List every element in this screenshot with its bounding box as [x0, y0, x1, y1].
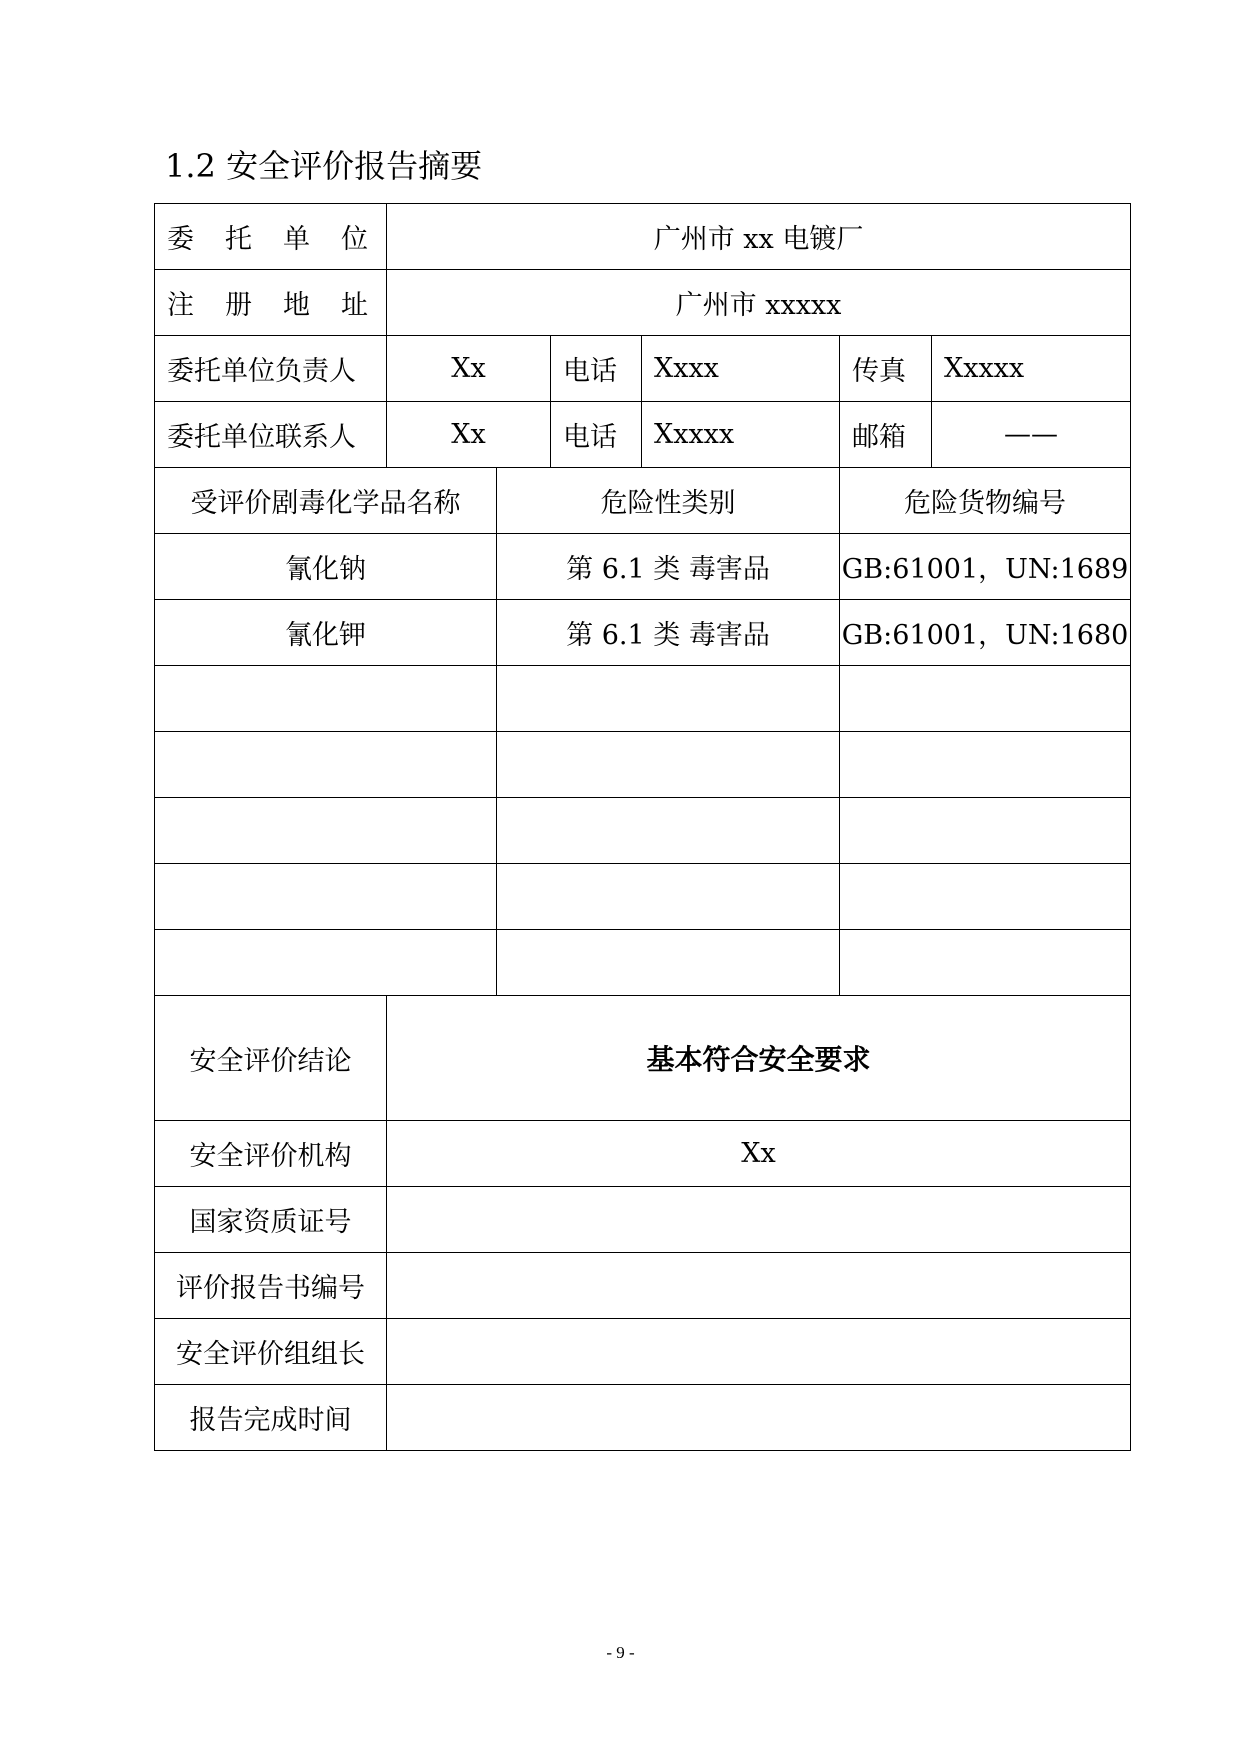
- leader-row: [155, 1319, 1131, 1385]
- chem-name-header: 受评价剧毒化学品名称: [155, 468, 497, 534]
- chemical-category: [497, 864, 840, 930]
- chemical-code: [840, 666, 1131, 732]
- report-number-label: 评价报告书编号: [155, 1253, 387, 1319]
- chemical-category: [497, 732, 840, 798]
- chemical-name: [155, 864, 497, 930]
- finish-time-value: [387, 1385, 1131, 1451]
- contact-name: Xx: [387, 402, 551, 468]
- chemical-code: GB:61001，UN:1689: [840, 534, 1131, 600]
- chemical-row: [155, 600, 1131, 666]
- contact-phone-label: 电话: [551, 402, 642, 468]
- address-value: 广州市 xxxxx: [387, 270, 1131, 336]
- principal-name: Xx: [387, 336, 551, 402]
- principal-label: 委托单位负责人: [155, 336, 387, 402]
- report-summary-table: [154, 203, 1131, 1451]
- chemical-row: [155, 864, 1131, 930]
- address-label: 注 册 地 址: [155, 270, 387, 336]
- chemical-category: [497, 930, 840, 996]
- conclusion-label: 安全评价结论: [155, 996, 387, 1121]
- principal-fax-label: 传真: [840, 336, 932, 402]
- conclusion-row: [155, 996, 1131, 1121]
- chemical-row: [155, 534, 1131, 600]
- contact-email: ——: [932, 402, 1131, 468]
- chemical-row: [155, 732, 1131, 798]
- report-number-row: [155, 1253, 1131, 1319]
- principal-phone: Xxxx: [642, 336, 840, 402]
- leader-value: [387, 1319, 1131, 1385]
- chemical-row: [155, 798, 1131, 864]
- chemical-name: [155, 666, 497, 732]
- license-row: [155, 1187, 1131, 1253]
- chemical-code: [840, 798, 1131, 864]
- chemical-code: [840, 930, 1131, 996]
- chemical-category: 第 6.1 类 毒害品: [497, 600, 840, 666]
- finish-time-label: 报告完成时间: [155, 1385, 387, 1451]
- chemical-category: 第 6.1 类 毒害品: [497, 534, 840, 600]
- leader-label: 安全评价组组长: [155, 1319, 387, 1385]
- license-value: [387, 1187, 1131, 1253]
- chemical-name: 氰化钠: [155, 534, 497, 600]
- chemical-name: [155, 732, 497, 798]
- address-row: [155, 270, 1131, 336]
- agency-row: [155, 1121, 1131, 1187]
- conclusion-value: 基本符合安全要求: [387, 996, 1131, 1121]
- chem-code-header: 危险货物编号: [840, 468, 1131, 534]
- chemical-name: 氰化钾: [155, 600, 497, 666]
- chemicals-header-row: [155, 468, 1131, 534]
- chemical-category: [497, 798, 840, 864]
- chem-category-header: 危险性类别: [497, 468, 840, 534]
- contact-label: 委托单位联系人: [155, 402, 387, 468]
- finish-time-row: [155, 1385, 1131, 1451]
- contact-phone: Xxxxx: [642, 402, 840, 468]
- chemical-code: [840, 864, 1131, 930]
- section-heading: 1.2 安全评价报告摘要: [165, 147, 483, 185]
- agency-label: 安全评价机构: [155, 1121, 387, 1187]
- client-row: [155, 204, 1131, 270]
- chemical-code: GB:61001，UN:1680: [840, 600, 1131, 666]
- principal-fax: Xxxxx: [932, 336, 1131, 402]
- chemical-name: [155, 798, 497, 864]
- client-value: 广州市 xx 电镀厂: [387, 204, 1131, 270]
- page-number: - 9 -: [606, 1643, 635, 1662]
- agency-value: Xx: [387, 1121, 1131, 1187]
- license-label: 国家资质证号: [155, 1187, 387, 1253]
- chemical-row: [155, 930, 1131, 996]
- chemical-code: [840, 732, 1131, 798]
- chemical-category: [497, 666, 840, 732]
- client-label: 委 托 单 位: [155, 204, 387, 270]
- principal-phone-label: 电话: [551, 336, 642, 402]
- report-number-value: [387, 1253, 1131, 1319]
- chemical-name: [155, 930, 497, 996]
- contact-email-label: 邮箱: [840, 402, 932, 468]
- contact-row: [155, 402, 1131, 468]
- principal-row: [155, 336, 1131, 402]
- chemical-row: [155, 666, 1131, 732]
